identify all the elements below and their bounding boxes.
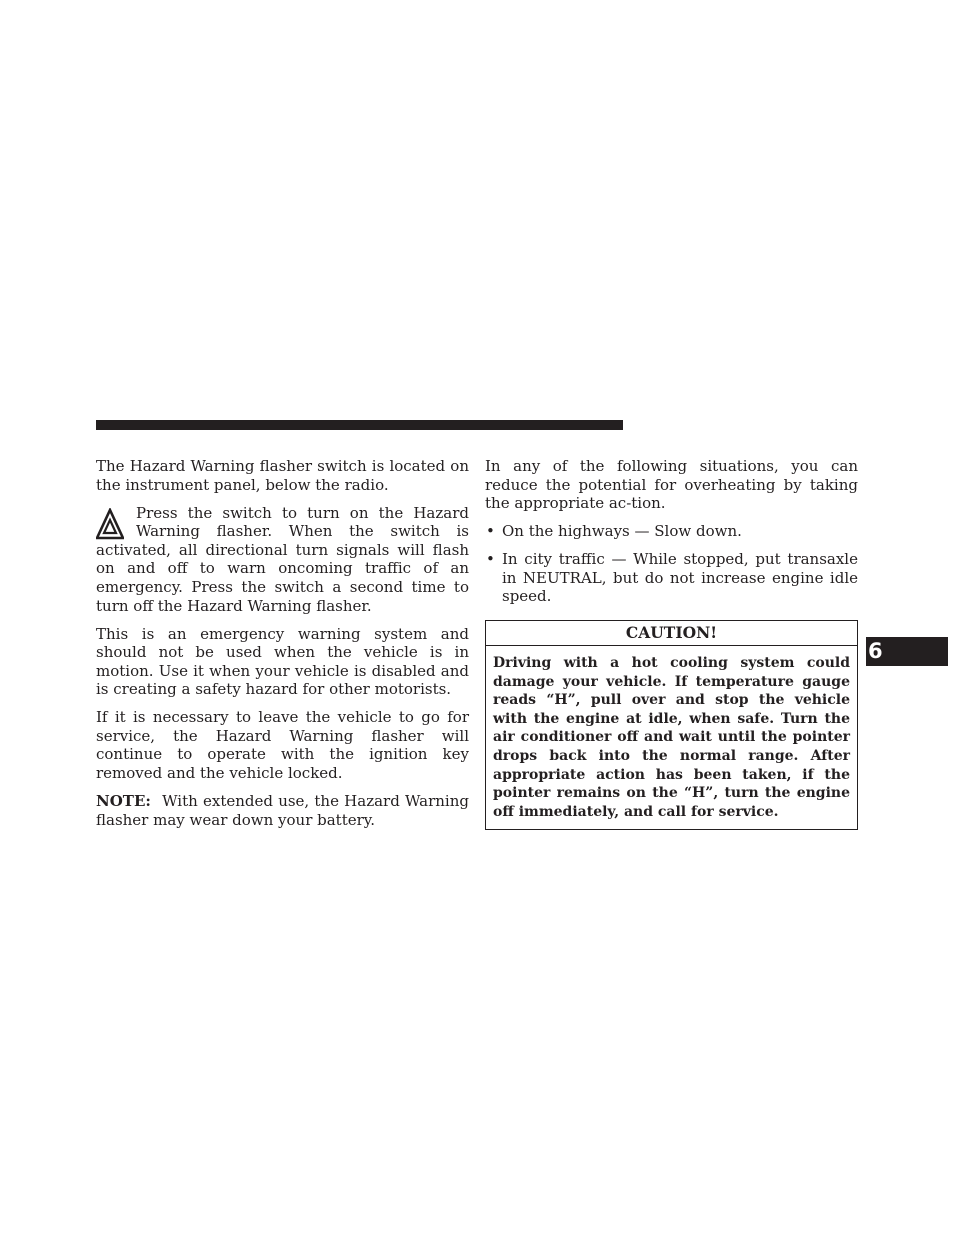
note-paragraph — [96, 792, 469, 829]
list-item — [485, 522, 858, 541]
service-paragraph: If it is necessary to leave the vehicle to go for service, the Hazard Warning flasher will continue to operate with the ignition key removed and the vehicle locked. — [96, 708, 469, 783]
bullet-marker: • — [486, 522, 495, 541]
hazard-operation-text: Press the switch to turn on the Hazard Warning flasher. When the switch is activated, all directional turn signals will flash on and off to warn oncoming traffic of an emergency. Press the switch a second time to turn off the Hazard Warning flasher. — [96, 503, 469, 615]
section-top-rule — [96, 420, 623, 430]
hazard-warning-triangle-icon — [96, 508, 124, 540]
bullet-marker: • — [486, 550, 495, 569]
note-text: With extended use, the Hazard Warning flasher may wear down your battery. — [96, 792, 469, 829]
note-label: NOTE: — [96, 792, 151, 811]
bullet-text: On the highways — Slow down. — [502, 522, 742, 541]
overheating-bullet-list — [485, 522, 858, 606]
left-column — [96, 457, 469, 839]
hazard-location-paragraph: The Hazard Warning flasher switch is located on the instrument panel, below the radio. — [96, 457, 469, 494]
right-column — [485, 457, 858, 830]
list-item — [485, 550, 858, 606]
overheating-intro-paragraph: In any of the following situations, you can reduce the potential for overheating by taking the appropriate ac-tion. — [485, 457, 858, 513]
emergency-system-paragraph: This is an emergency warning system and should not be used when the vehicle is in motion. Use it when your vehicle is disabled and is creating a safety hazard for other motorists. — [96, 624, 469, 699]
hazard-operation-paragraph — [96, 504, 469, 616]
caution-box — [485, 620, 858, 830]
chapter-tab: 6 — [866, 637, 948, 666]
bullet-text: In city traffic — While stopped, put transaxle in NEUTRAL, but do not increase engine idle speed. — [502, 550, 858, 606]
caution-title: CAUTION! — [486, 621, 857, 646]
caution-text: Driving with a hot cooling system could damage your vehicle. If temperature gauge reads “H”, pull over and stop the vehicle with the engine at idle, when safe. Turn the air conditioner off and wait until the pointer drops back into the normal range. After appropriate action has been taken, if the pointer remains on the “H”, turn the engine off immediately, and call for service. — [493, 654, 850, 820]
